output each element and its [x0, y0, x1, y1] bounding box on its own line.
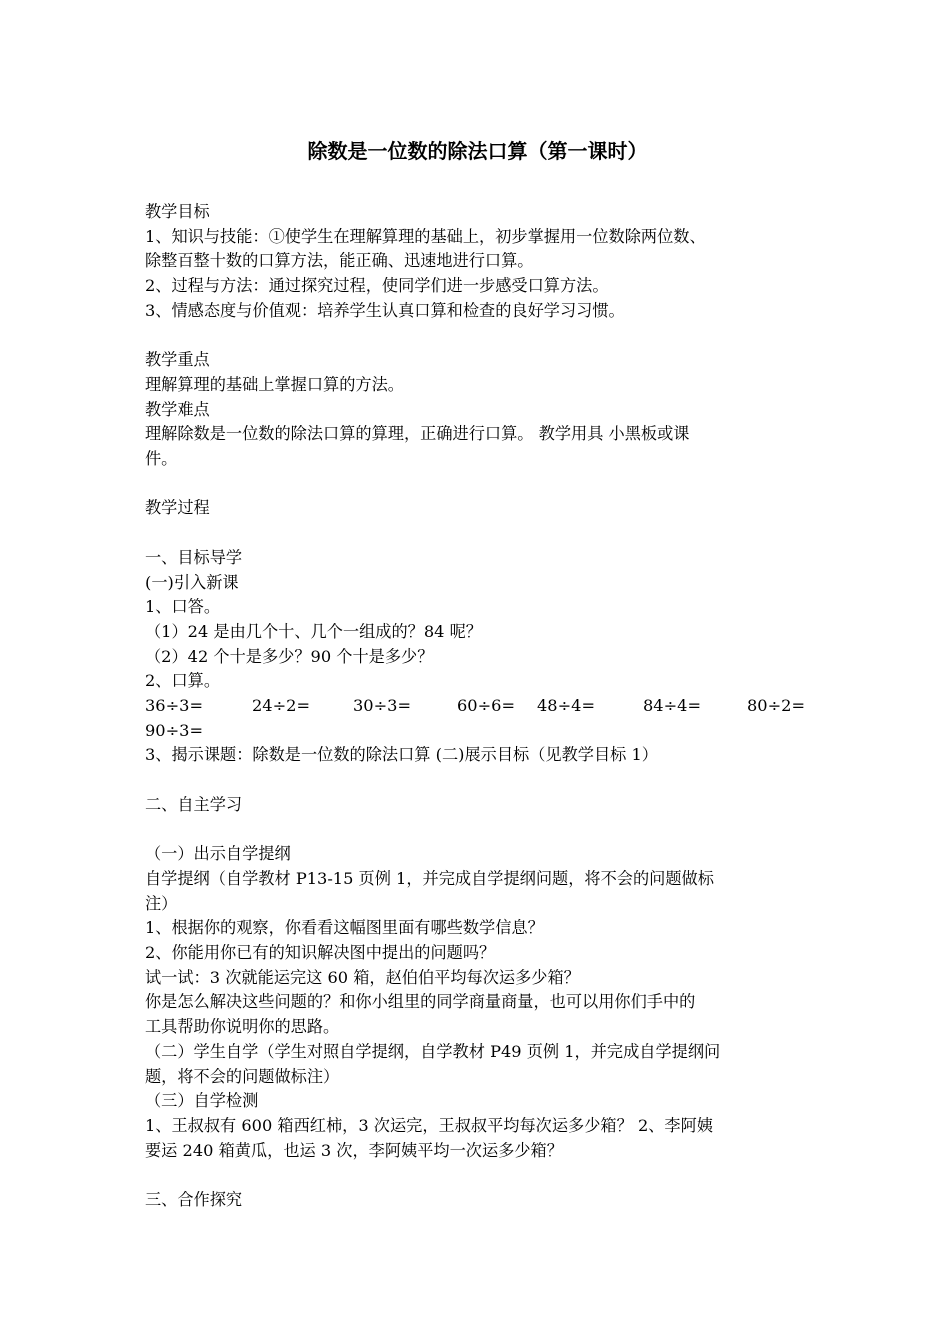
section2-sub2-line-2: 题，将不会的问题做标注）: [145, 1066, 340, 1086]
calc-item: 30÷3=: [353, 696, 412, 716]
goals-line-2: 除整百整十数的口算方法，能正确、迅速地进行口算。: [145, 251, 534, 271]
section1-heading: 一、目标导学: [145, 547, 243, 567]
process-heading: 教学过程: [145, 498, 210, 518]
calc-row: [145, 694, 810, 719]
document-body: [145, 200, 810, 1213]
goals-line-1: 1、知识与技能：①使学生在理解算理的基础上，初步掌握用一位数除两位数、: [145, 226, 706, 246]
calc-item: 24÷2=: [252, 696, 311, 716]
section1-q3: 3、揭示课题：除数是一位数的除法口算 (二)展示目标（见教学目标 1）: [145, 745, 658, 765]
calc-item: 48÷4=: [537, 696, 596, 716]
check-line-1: 1、王叔叔有 600 箱西红柿，3 次运完，王叔叔平均每次运多少箱？ 2、李阿姨: [145, 1115, 713, 1135]
section1-q1b: （2）42 个十是多少？90 个十是多少？: [145, 646, 434, 666]
calc-item-last: 90÷3=: [145, 720, 204, 740]
how-line-1: 你是怎么解决这些问题的？和你小组里的同学商量商量，也可以用你们手中的: [145, 992, 696, 1012]
calc-item: 80÷2=: [747, 696, 806, 716]
section3-heading: 三、合作探究: [145, 1190, 243, 1210]
outline-q1: 1、根据你的观察，你看看这幅图里面有哪些数学信息？: [145, 918, 544, 938]
calc-item: 60÷6=: [457, 696, 516, 716]
spacer: [145, 472, 810, 497]
section2-sub1: （一）出示自学提纲: [145, 844, 291, 864]
spacer: [145, 324, 810, 349]
difficulty-heading: 教学难点: [145, 399, 210, 419]
key-point-heading: 教学重点: [145, 350, 210, 370]
outline-line-1: 自学提纲（自学教材 P13-15 页例 1，并完成自学提纲问题，将不会的问题做标: [145, 868, 714, 888]
calc-item: 84÷4=: [643, 696, 702, 716]
section2-sub2-line-1: （二）学生自学（学生对照自学提纲，自学教材 P49 页例 1，并完成自学提纲问: [145, 1041, 721, 1061]
outline-q2: 2、你能用你已有的知识解决图中提出的问题吗？: [145, 943, 496, 963]
spacer: [145, 1163, 810, 1188]
difficulty-line-1: 理解除数是一位数的除法口算的算理，正确进行口算。 教学用具 小黑板或课: [145, 424, 690, 444]
spacer: [145, 768, 810, 793]
check-line-2: 要运 240 箱黄瓜，也运 3 次，李阿姨平均一次运多少箱？: [145, 1140, 563, 1160]
section2-heading: 二、自主学习: [145, 794, 243, 814]
section1-q2: 2、口算。: [145, 671, 221, 691]
page-title: 除数是一位数的除法口算（第一课时）: [307, 139, 648, 163]
section1-q1: 1、口答。: [145, 597, 221, 617]
spacer: [145, 521, 810, 546]
section1-q1a: （1）24 是由几个十、几个一组成的？84 呢？: [145, 621, 482, 641]
goals-line-3: 2、过程与方法：通过探究过程，使同学们进一步感受口算方法。: [145, 276, 609, 296]
difficulty-line-2: 件。: [145, 449, 178, 469]
outline-line-2: 注）: [145, 893, 178, 913]
section2-sub3: （三）自学检测: [145, 1091, 259, 1111]
key-point-text: 理解算理的基础上掌握口算的方法。: [145, 374, 404, 394]
goals-heading: 教学目标: [145, 202, 210, 221]
calc-item: 36÷3=: [145, 696, 204, 716]
goals-line-4: 3、情感态度与价值观：培养学生认真口算和检查的良好学习习惯。: [145, 300, 625, 320]
how-line-2: 工具帮助你说明你的思路。: [145, 1017, 340, 1037]
spacer: [145, 818, 810, 843]
section1-sub1: (一)引入新课: [145, 572, 239, 592]
try-it: 试一试：3 次就能运完这 60 箱，赵伯伯平均每次运多少箱？: [145, 967, 580, 987]
